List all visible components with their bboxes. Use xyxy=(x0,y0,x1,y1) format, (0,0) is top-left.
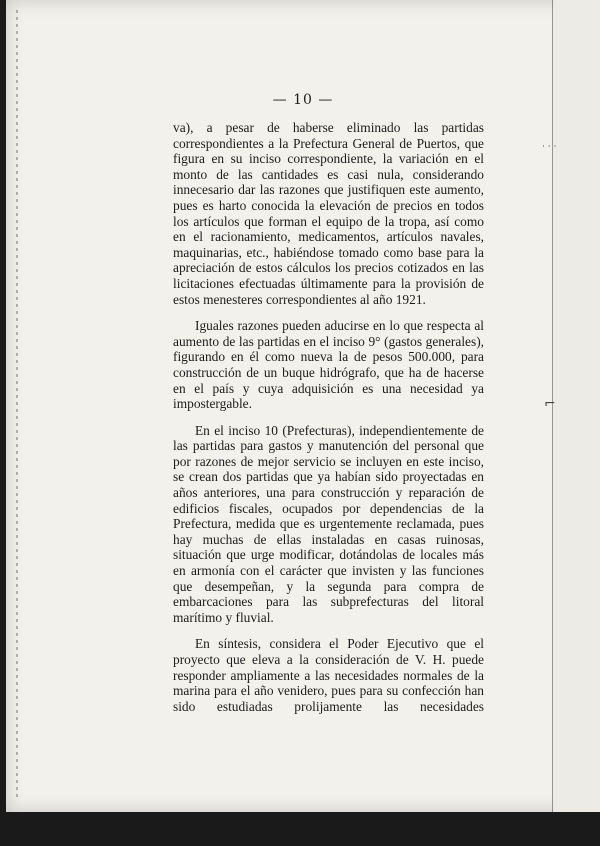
paragraph-3: En el inciso 10 (Prefecturas), independientemente de las partidas para gastos y manutención del personal que por razones de mejor servicio se incluyen en este inciso, se crean dos partidas que ya habían sido proyectadas en años anteriores, una para construcción y reparación de edificios fiscales, ocupados por dependencias de la Prefectura, medida que es urgentemente reclamada, pues hay muchas de ellas instaladas en casas ruinosas, situación que urge modificar, dotándolas de locales más en armonía con el carácter que invisten y las funciones que desempeñan, y la segunda para compra de embarcaciones para las subprefecturas del litoral marítimo y fluvial. xyxy=(173,422,484,625)
scanned-page xyxy=(6,0,600,812)
body-text xyxy=(173,120,484,725)
facing-page-strip xyxy=(553,0,600,812)
margin-speck-mark: · · · xyxy=(542,142,557,152)
page-number: — 10 — xyxy=(272,92,334,108)
paragraph-1: va), a pesar de haberse eliminado las partidas correspondientes a la Prefectura General de Puertos, que figura en su inciso correspondiente, la variación en el monto de las cantidades es casi nula, considerando innecesario dar las razones que justifiquen este aumento, pues es harto conocida la elevación de precios en todos los artículos que forman el equipo de la tropa, así como en el racionamiento, medicamentos, artículos navales, maquinarias, etc., habiéndose tomado como base para la apreciación de estos cálculos los precios cotizados en las licitaciones efectuadas últimamente para la provisión de estos menesteres correspondientes al año 1921. xyxy=(173,120,484,307)
paragraph-2: Iguales razones pueden aducirse en lo que respecta al aumento de las partidas en el inciso 9° (gastos generales), figurando en él como nueva la de pesos 500.000, para construcción de un buque hidrógrafo, que ha de hacerse en el país y cuya adquisición es una necesidad ya impostergable. xyxy=(173,318,484,412)
paragraph-4: En síntesis, considera el Poder Ejecutivo que el proyecto que eleva a la consideración de V. H. puede responder ampliamente a las necesidades normales de la marina para el año venidero, pues para su confección han sido estudiadas prolijamente las necesidades xyxy=(173,636,484,714)
page-left-edge xyxy=(16,10,18,800)
margin-hook-mark: ⌐ xyxy=(544,396,556,412)
